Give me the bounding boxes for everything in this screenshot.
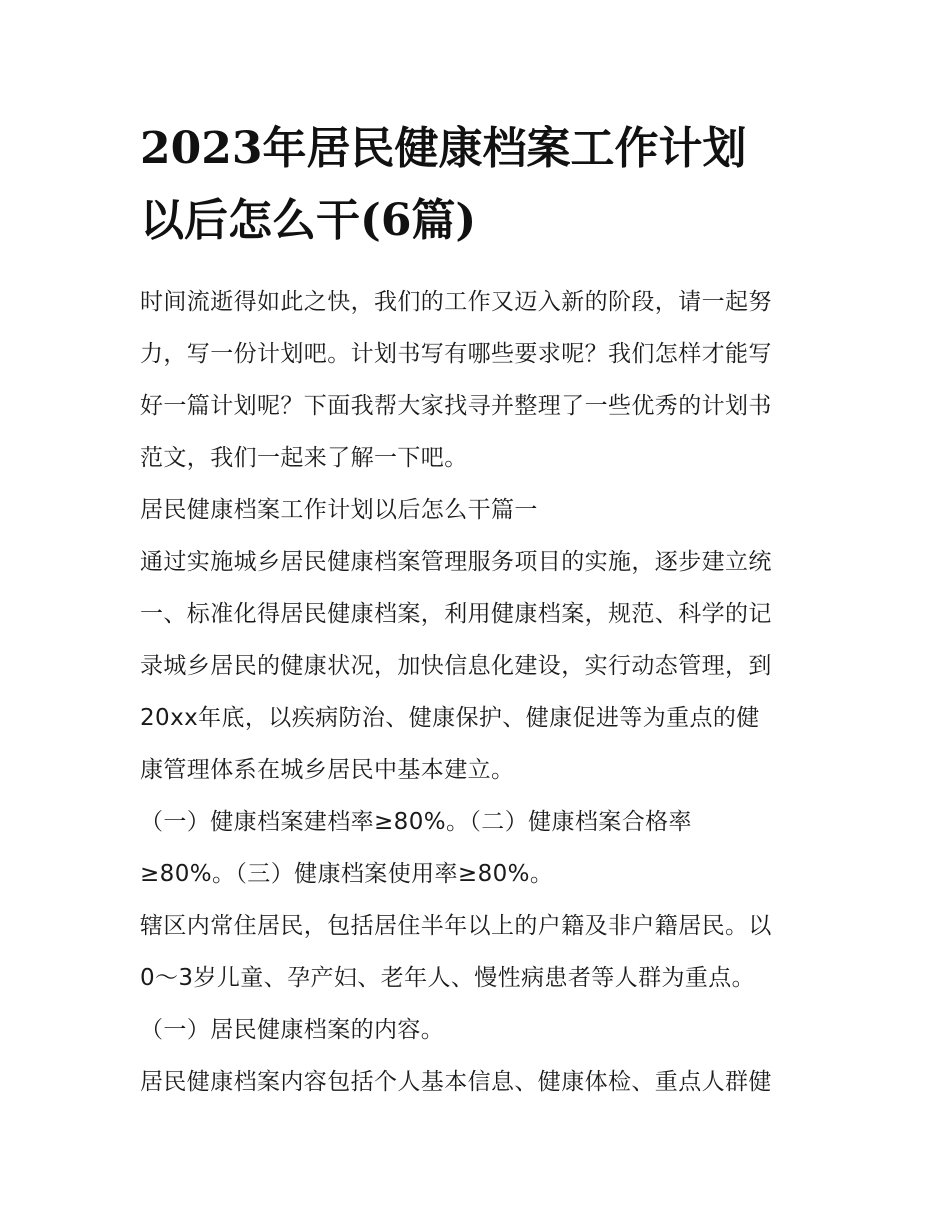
intro-line-2: 力，写一份计划吧。计划书写有哪些要求呢？我们怎样才能写 bbox=[140, 341, 772, 367]
paragraph-line-5: 康管理体系在城乡居民中基本建立。 bbox=[140, 757, 515, 783]
scope-line-1: 辖区内常住居民，包括居住半年以上的户籍及非户籍居民。以 bbox=[140, 913, 772, 939]
paragraph-line-1: 通过实施城乡居民健康档案管理服务项目的实施，逐步建立统 bbox=[140, 549, 772, 575]
target-line-1: （一）健康档案建档率≥80%。（二）健康档案合格率 bbox=[140, 809, 692, 835]
content-line-1: 居民健康档案内容包括个人基本信息、健康体检、重点人群健 bbox=[140, 1069, 772, 1095]
title-line-1: 2023年居民健康档案工作计划 bbox=[140, 123, 747, 174]
paragraph-line-2: 一、标准化得居民健康档案，利用健康档案，规范、科学的记 bbox=[140, 601, 772, 627]
intro-line-4: 范文，我们一起来了解一下吧。 bbox=[140, 445, 468, 471]
section-heading: 居民健康档案工作计划以后怎么干篇一 bbox=[140, 497, 538, 523]
title-line-2: 以后怎么干(6篇) bbox=[140, 195, 477, 246]
subheading-content: （一）居民健康档案的内容。 bbox=[140, 1017, 445, 1043]
scope-line-2: 0～3岁儿童、孕产妇、老年人、慢性病患者等人群为重点。 bbox=[140, 965, 756, 991]
document-title bbox=[140, 113, 820, 257]
intro-line-1: 时间流逝得如此之快，我们的工作又迈入新的阶段，请一起努 bbox=[140, 289, 772, 315]
intro-line-3: 好一篇计划呢？下面我帮大家找寻并整理了一些优秀的计划书 bbox=[140, 393, 772, 419]
target-line-2: ≥80%。（三）健康档案使用率≥80%。 bbox=[140, 861, 554, 887]
paragraph-line-4: 20xx年底，以疾病防治、健康保护、健康促进等为重点的健 bbox=[140, 705, 760, 731]
paragraph-line-3: 录城乡居民的健康状况，加快信息化建设，实行动态管理，到 bbox=[140, 653, 772, 679]
document-body bbox=[140, 276, 820, 1108]
